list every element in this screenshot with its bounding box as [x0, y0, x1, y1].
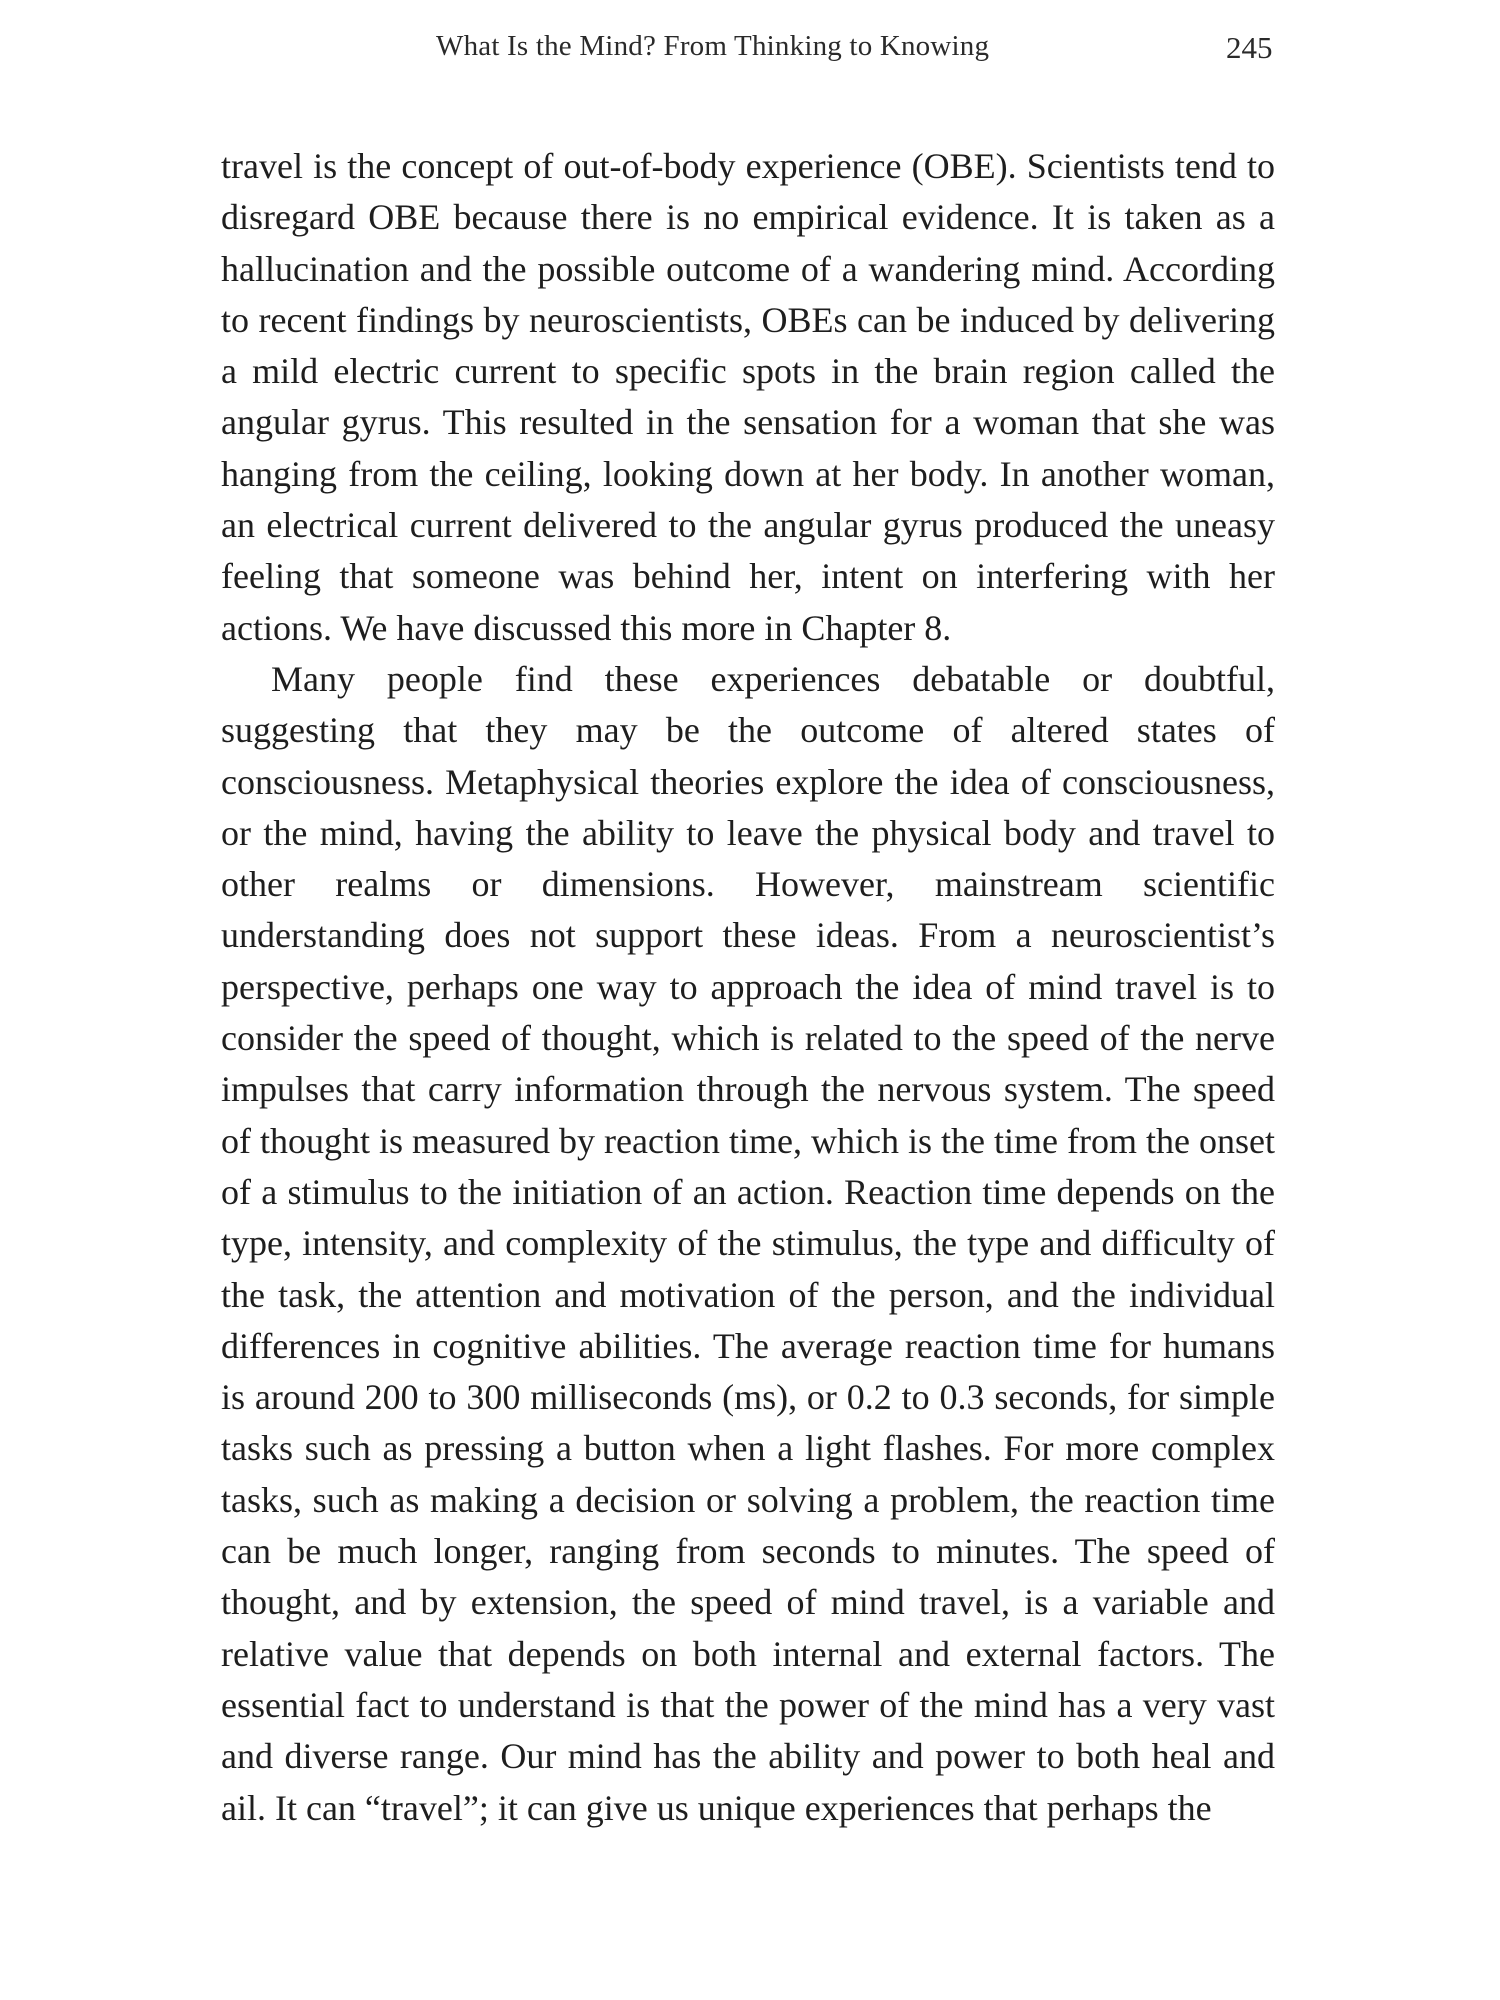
page-body: [221, 141, 1275, 1834]
paragraph-continuation: travel is the concept of out-of-body experience (OBE). Scientists tend to disregard OBE because there is no empirical evidence. It is taken as a hallucination and the possible outcome of a wandering mind. According to recent findings by neuroscientists, OBEs can be induced by delivering a mild electric current to specific spots in the brain region called the angular gyrus. This resulted in the sensation for a woman that she was hanging from the ceiling, looking down at her body. In another woman, an electrical current delivered to the angular gyrus produced the uneasy feeling that someone was behind her, intent on interfering with her actions. We have discussed this more in Chapter 8.: [221, 146, 1275, 648]
paragraph: Many people find these experiences debatable or doubtful, suggesting that they may be the outcome of altered states of consciousness. Metaphysical theories explore the idea of consciousness, or the mind, having the ability to leave the physical body and travel to other realms or dimensions. However, mainstream scientific understanding does not support these ideas. From a neuroscientist’s perspective, perhaps one way to approach the idea of mind travel is to consider the speed of thought, which is related to the speed of the nerve impulses that carry information through the nervous system. The speed of thought is measured by reaction time, which is the time from the onset of a stimulus to the initiation of an action. Reaction time depends on the type, intensity, and complexity of the stimulus, the type and difficulty of the task, the attention and motivation of the person, and the individual differences in cognitive abilities. The average reaction time for humans is around 200 to 300 milliseconds (ms), or 0.2 to 0.3 seconds, for simple tasks such as pressing a button when a light flashes. For more complex tasks, such as making a decision or solving a problem, the reaction time can be much longer, ranging from seconds to minutes. The speed of thought, and by extension, the speed of mind travel, is a variable and relative value that depends on both internal and external factors. The essential fact to understand is that the power of the mind has a very vast and diverse range. Our mind has the ability and power to both heal and ail. It can “travel”; it can give us unique experiences that perhaps the: [221, 658, 1275, 1828]
page-number: 245: [1226, 30, 1273, 65]
running-head-title: What Is the Mind? From Thinking to Knowing: [436, 30, 990, 62]
